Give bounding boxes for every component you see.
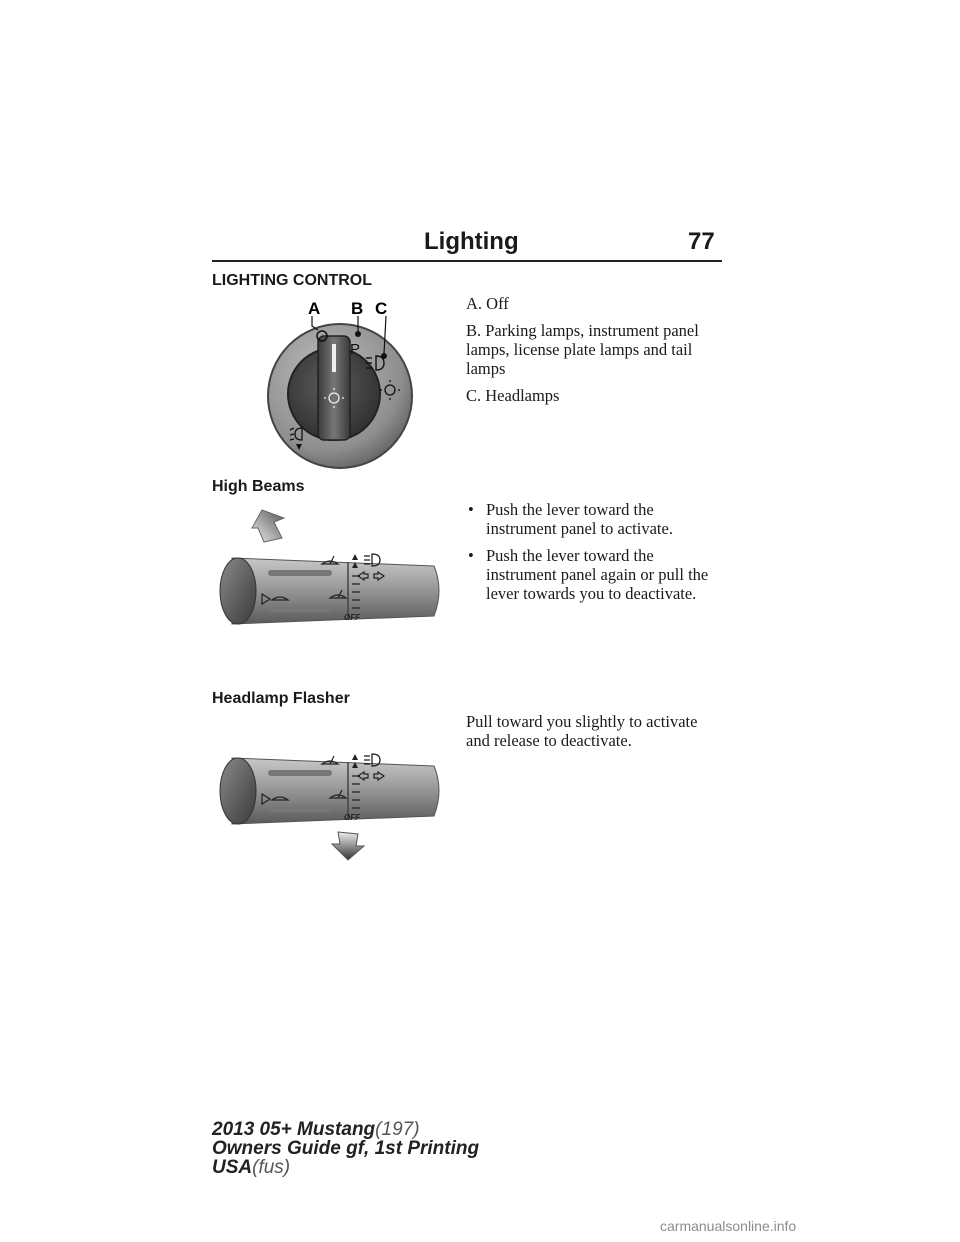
page-header-title: Lighting (424, 228, 519, 255)
headlamp-flasher-description (466, 712, 722, 758)
footer-document-info (212, 1120, 479, 1177)
footer-model: 2013 05+ Mustang (212, 1119, 376, 1140)
footer-model-code: (197) (375, 1119, 420, 1140)
push-arrow-icon (252, 510, 284, 542)
item-parking-lamps: B. Parking lamps, instrument panel lamps, license plate lamps and tail lamps (466, 321, 699, 378)
headlamp-flasher-off-label: OFF (344, 813, 360, 822)
lighting-control-description (466, 294, 722, 413)
parking-lamp-icon: P (350, 341, 361, 358)
diagram-label-b: B (351, 299, 364, 318)
watermark: carmanualsonline.info (660, 1218, 797, 1234)
item-headlamps: C. Headlamps (466, 386, 560, 405)
headlamp-switch-diagram (262, 294, 422, 474)
footer-guide-edition: Owners Guide gf, 1st Printing (212, 1138, 480, 1159)
high-beam-icon (364, 754, 380, 766)
page-number: 77 (688, 228, 715, 255)
high-beams-bullet-deactivate: • Push the lever toward the instrument panel again or pull the lever towards you to deactivate. (466, 546, 728, 603)
footer-market: USA (212, 1157, 253, 1178)
high-beams-heading: High Beams (212, 478, 305, 495)
high-beam-icon (364, 554, 380, 566)
diagram-label-a: A (308, 299, 321, 318)
diagram-label-c: C (375, 299, 388, 318)
header-divider (212, 260, 722, 262)
footer-market-code: (fus) (252, 1157, 291, 1178)
high-beams-lever-diagram (212, 500, 452, 630)
headlamp-flasher-lever-diagram (212, 742, 452, 872)
headlamp-flasher-text: Pull toward you slightly to activate and release to deactivate. (466, 712, 698, 750)
headlamp-flasher-heading: Headlamp Flasher (212, 690, 350, 707)
pull-arrow-icon (332, 832, 364, 860)
high-beams-instructions (466, 500, 728, 611)
high-beams-bullet-activate: • Push the lever toward the instrument panel to activate. (466, 500, 728, 538)
item-off: A. Off (466, 294, 509, 313)
high-beams-off-label: OFF (344, 613, 360, 622)
section-title: LIGHTING CONTROL (212, 272, 372, 289)
